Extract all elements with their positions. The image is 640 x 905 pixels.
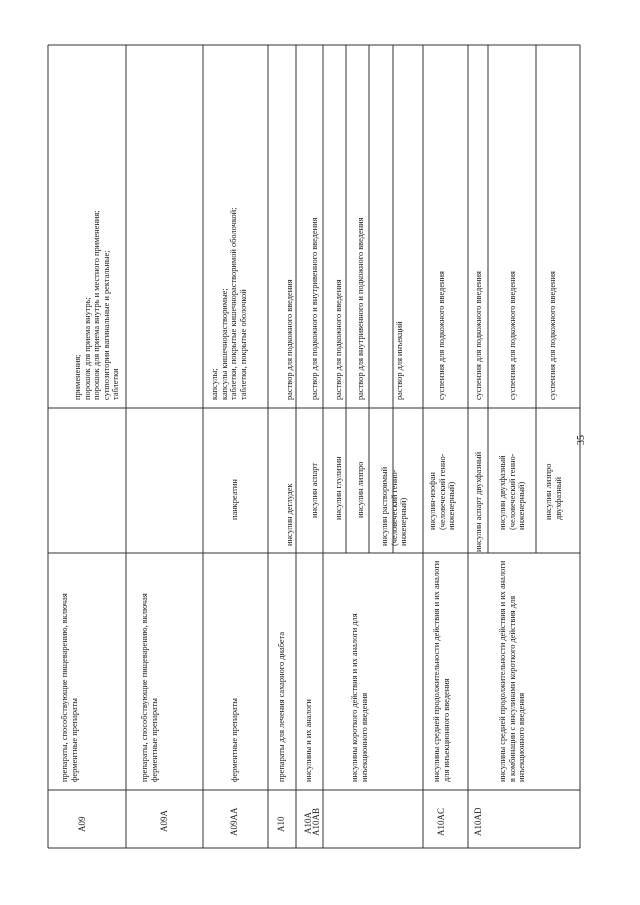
row-form: раствор для подкожного введения xyxy=(334,279,343,400)
row-inn: инсулин-изофан (человеческий генно-инженерный) xyxy=(428,453,457,530)
row-code: A10AB xyxy=(311,807,321,836)
row-code: A10AC xyxy=(436,807,446,836)
row-code: A10 xyxy=(276,816,286,832)
row-inn: инсулин растворимый (человеческий генно-инженерный) xyxy=(380,466,409,546)
row-form: раствор для внутривенного и подкожного введения xyxy=(356,217,365,400)
row-group: инсулины и их аналоги xyxy=(304,699,313,782)
row-form: применения; порошок для приема внутрь; порошок для приема внутрь и местного применения; суппозитории вагинальные и ректальные; таблетки xyxy=(73,210,121,400)
page-number: 35 xyxy=(576,435,587,445)
row-form: капсулы; капсулы кишечнорастворимые; таблетки, покрытые кишечнорастворимой оболочкой; таблетки, покрытые оболочкой xyxy=(210,207,248,400)
row-form: суспензия для подкожного введения xyxy=(548,271,557,400)
row-form: раствор для подкожного и внутривенного введения xyxy=(310,217,319,400)
row-inn: инсулин глулизин xyxy=(334,456,343,520)
row-form: раствор для инъекций xyxy=(395,321,404,400)
row-group: инсулины короткого действия и их аналоги для инъекционного введения xyxy=(350,613,369,782)
row-inn: инсулин лизпро xyxy=(356,461,365,518)
row-form: суспензия для подкожного введения xyxy=(508,271,517,400)
row-group: инсулины средней продолжительности действия и их аналоги для инъекционного введения xyxy=(432,560,451,782)
row-form: раствор для подкожного введения xyxy=(285,279,294,400)
row-inn: инсулин деглудек xyxy=(285,483,294,546)
row-inn: инсулин аспарт xyxy=(310,463,319,518)
row-code: A10A xyxy=(303,812,313,834)
row-group: ферментные препараты xyxy=(230,698,239,782)
row-inn: инсулин двухфазный (человеческий генно-инженерный) xyxy=(498,453,527,530)
row-group: препараты, способствующие пищеварению, включая ферментные препараты xyxy=(140,593,159,782)
row-group: препараты для лечения сахарного диабета xyxy=(277,631,286,782)
row-code: A09 xyxy=(77,816,87,832)
row-group: препараты, способствующие пищеварению, включая ферментные препараты xyxy=(60,593,79,782)
row-form: суспензия для подкожного введения xyxy=(437,271,446,400)
row-inn: панкреатин xyxy=(230,479,239,520)
row-inn: инсулин аспарт двухфазный xyxy=(474,451,483,552)
row-code: A09A xyxy=(159,810,169,832)
row-code: A10AD xyxy=(473,807,483,836)
row-inn: инсулин лизпро двухфазный xyxy=(544,463,563,520)
row-form: суспензия для подкожного введения xyxy=(474,271,483,400)
row-group: инсулины средней продолжительности действия и их аналоги в комбинации с инсулинами короткого действия для инъекционного введения xyxy=(498,560,527,782)
row-code: A09AA xyxy=(229,807,239,836)
